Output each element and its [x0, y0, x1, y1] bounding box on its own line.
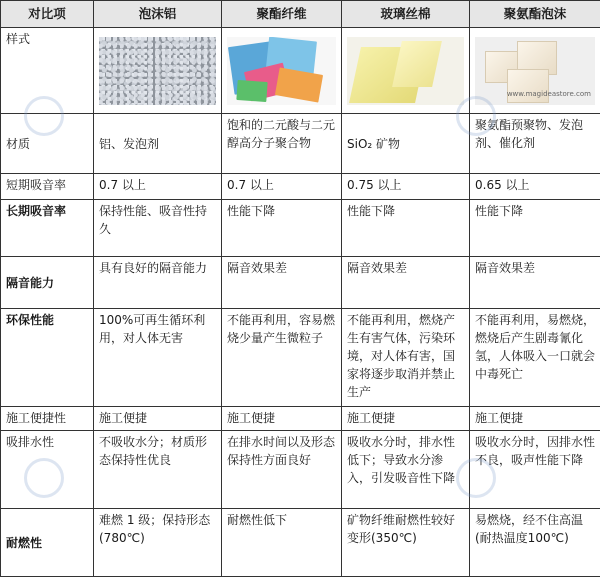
table-cell: 保持性能、吸音性持久 — [94, 200, 222, 257]
table-cell: 在排水时间以及形态保持性方面良好 — [222, 431, 342, 509]
table-cell: SiO₂ 矿物 — [342, 114, 470, 174]
table-cell: 施工便捷 — [94, 407, 222, 431]
table-cell: 饱和的二元酸与二元醇高分子聚合物 — [222, 114, 342, 174]
table-cell: 铝、发泡剂 — [94, 114, 222, 174]
row-label: 吸排水性 — [1, 431, 94, 509]
table-cell: 耐燃性低下 — [222, 509, 342, 577]
table-cell: 隔音效果差 — [470, 257, 600, 309]
table-cell: 吸收水分时，因排水性不良，吸声性能下降 — [470, 431, 600, 509]
table-cell: 难燃 1 级；保持形态(780℃) — [94, 509, 222, 577]
sample-cell-polyester — [222, 28, 342, 114]
row-label: 环保性能 — [1, 309, 94, 407]
table-row — [1, 509, 600, 577]
table-row — [1, 200, 600, 257]
table-cell: 性能下降 — [470, 200, 600, 257]
aluminum-foam-photo — [99, 37, 216, 105]
header-aluminum-foam: 泡沫铝 — [94, 1, 222, 28]
table-cell: 施工便捷 — [222, 407, 342, 431]
sample-cell-glass — [342, 28, 470, 114]
table-cell: 100%可再生循环利用，对人体无害 — [94, 309, 222, 407]
header-polyurethane-foam: 聚氨酯泡沫 — [470, 1, 600, 28]
table-row — [1, 114, 600, 174]
row-label: 耐燃性 — [1, 509, 94, 577]
table-cell: 易燃烧，经不住高温(耐热温度100℃) — [470, 509, 600, 577]
sample-cell-pu — [470, 28, 600, 114]
sample-row — [1, 28, 600, 114]
sample-cell-aluminum — [94, 28, 222, 114]
table-cell: 0.65 以上 — [470, 174, 600, 200]
table-cell: 不能再利用，燃烧产生有害气体，污染环境，对人体有害，国家将逐步取消并禁止生产 — [342, 309, 470, 407]
header-item: 对比项 — [1, 1, 94, 28]
table-cell: 0.7 以上 — [222, 174, 342, 200]
row-label: 材质 — [1, 114, 94, 174]
table-cell: 性能下降 — [222, 200, 342, 257]
table-row — [1, 174, 600, 200]
table-cell: 0.7 以上 — [94, 174, 222, 200]
table-cell: 不能再利用，易燃烧，燃烧后产生剧毒氰化氢，人体吸入一口就会中毒死亡 — [470, 309, 600, 407]
header-row — [1, 1, 600, 28]
table-row — [1, 431, 600, 509]
row-label-sample: 样式 — [1, 28, 94, 114]
photo-caption: www.magideastore.com — [506, 89, 591, 98]
table-cell: 聚氨酯预聚物、发泡剂、催化剂 — [470, 114, 600, 174]
table-cell: 不吸收水分；材质形态保持性优良 — [94, 431, 222, 509]
table-cell: 隔音效果差 — [222, 257, 342, 309]
row-label: 隔音能力 — [1, 257, 94, 309]
row-label: 长期吸音率 — [1, 200, 94, 257]
glass-wool-photo — [347, 37, 464, 105]
table-row — [1, 407, 600, 431]
polyurethane-foam-photo — [475, 37, 595, 105]
table-cell: 0.75 以上 — [342, 174, 470, 200]
table-cell: 施工便捷 — [342, 407, 470, 431]
table-cell: 矿物纤维耐燃性较好变形(350℃) — [342, 509, 470, 577]
table-row — [1, 309, 600, 407]
polyester-fiber-photo — [227, 37, 336, 105]
table-cell: 不能再利用，容易燃烧少量产生微粒子 — [222, 309, 342, 407]
table-cell: 性能下降 — [342, 200, 470, 257]
row-label: 施工便捷性 — [1, 407, 94, 431]
table-cell: 吸收水分时，排水性低下；导致水分渗入，引发吸音性下降 — [342, 431, 470, 509]
table-cell: 具有良好的隔音能力 — [94, 257, 222, 309]
header-glass-wool: 玻璃丝棉 — [342, 1, 470, 28]
table-row — [1, 257, 600, 309]
table-cell: 隔音效果差 — [342, 257, 470, 309]
row-label: 短期吸音率 — [1, 174, 94, 200]
header-polyester-fiber: 聚酯纤维 — [222, 1, 342, 28]
table-cell: 施工便捷 — [470, 407, 600, 431]
